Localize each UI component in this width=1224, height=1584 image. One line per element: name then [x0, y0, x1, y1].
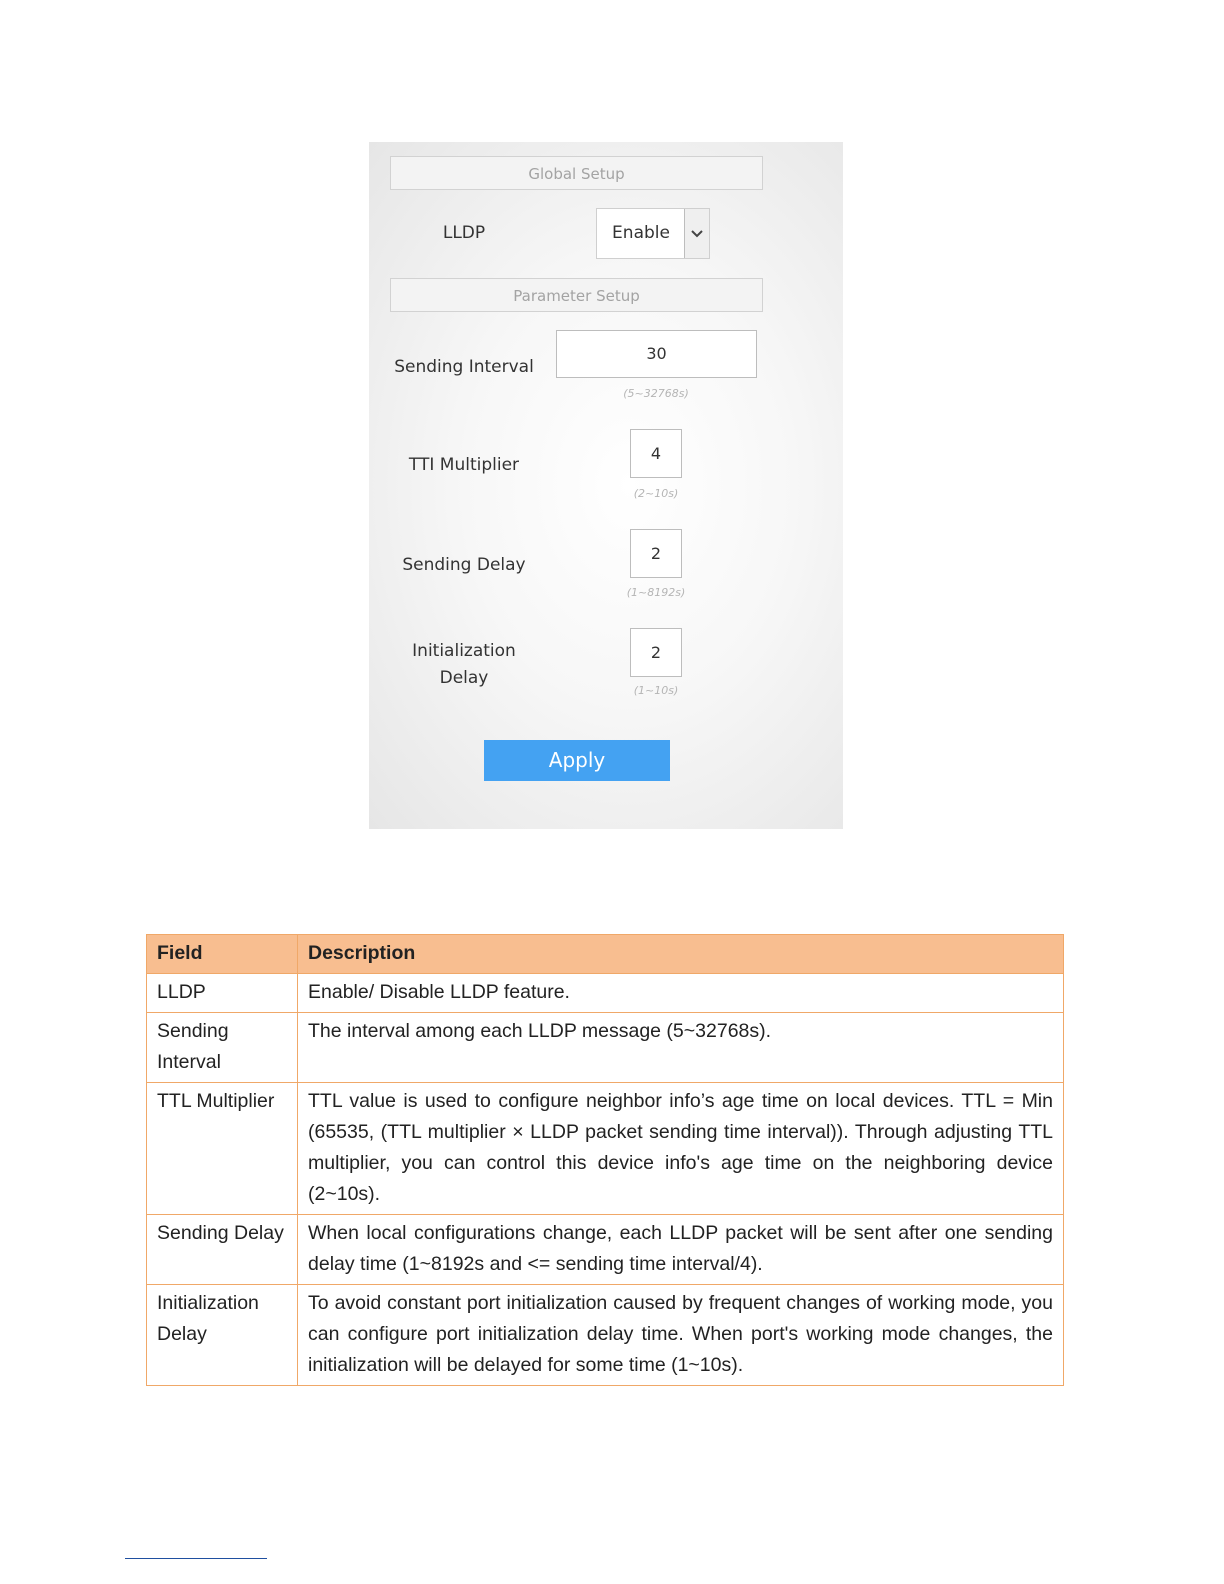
ttl-multiplier-label: TTI Multiplier [408, 455, 520, 475]
global-setup-header: Global Setup [390, 156, 763, 190]
parameter-setup-header: Parameter Setup [390, 278, 763, 312]
field-cell: Initialization Delay [147, 1285, 298, 1386]
description-cell: The interval among each LLDP message (5~32768s). [298, 1013, 1064, 1083]
sending-interval-label: Sending Interval [394, 357, 534, 377]
field-cell: TTL Multiplier [147, 1083, 298, 1215]
apply-button[interactable]: Apply [484, 740, 670, 781]
description-cell: Enable/ Disable LLDP feature. [298, 974, 1064, 1013]
description-cell: When local configurations change, each LLDP packet will be sent after one sending delay time (1~8192s and <= sending time interval/4). [298, 1215, 1064, 1285]
ttl-multiplier-range: (2~10s) [633, 487, 679, 500]
init-delay-input[interactable]: 2 [630, 628, 682, 677]
table-row [147, 1083, 1064, 1215]
sending-interval-input[interactable]: 30 [556, 330, 757, 378]
field-cell: Sending Interval [147, 1013, 298, 1083]
footnote-separator [125, 1558, 267, 1559]
sending-interval-range: (5~32768s) [623, 387, 689, 400]
field-column-header: Field [147, 935, 298, 974]
lldp-select[interactable] [596, 208, 710, 259]
table-row [147, 974, 1064, 1013]
table-header-row [147, 935, 1064, 974]
lldp-select-value: Enable [612, 223, 670, 243]
table-row [147, 1285, 1064, 1386]
sending-delay-label: Sending Delay [402, 555, 526, 575]
ttl-multiplier-input[interactable]: 4 [630, 429, 682, 478]
description-column-header: Description [298, 935, 1064, 974]
init-delay-label-line1: Initialization [412, 641, 516, 661]
description-cell: TTL value is used to configure neighbor info’s age time on local devices. TTL = Min (65535, (TTL multiplier × LLDP packet sending time interval)). Through adjusting TTL multiplier, you can control this device info's age time on the neighboring device (2~10s). [298, 1083, 1064, 1215]
chevron-down-icon[interactable] [684, 209, 709, 258]
table-row [147, 1013, 1064, 1083]
lldp-settings-panel [369, 142, 843, 829]
sending-delay-range: (1~8192s) [626, 586, 686, 599]
init-delay-label-line2: Delay [439, 668, 489, 688]
table-row [147, 1215, 1064, 1285]
field-cell: LLDP [147, 974, 298, 1013]
sending-delay-input[interactable]: 2 [630, 529, 682, 578]
field-cell: Sending Delay [147, 1215, 298, 1285]
lldp-label: LLDP [442, 223, 486, 243]
init-delay-range: (1~10s) [633, 684, 679, 697]
field-description-table [146, 934, 1064, 1386]
description-cell: To avoid constant port initialization caused by frequent changes of working mode, you can configure port initialization delay time. When port's working mode changes, the initialization will be delayed for some time (1~10s). [298, 1285, 1064, 1386]
